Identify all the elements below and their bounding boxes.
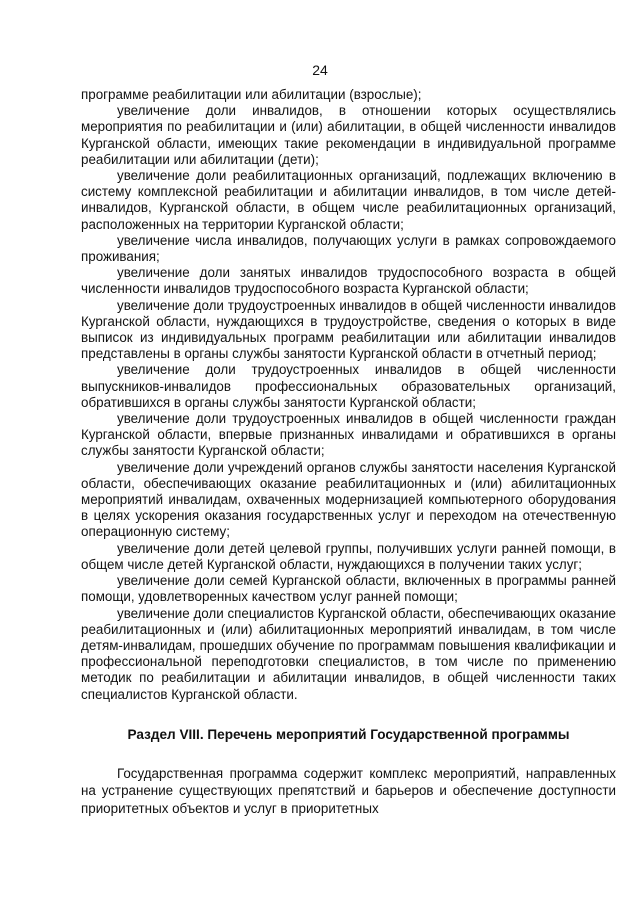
list-item: увеличение доли трудоустроенных инвалидов в общей численности граждан Курганской области, впервые признанных инвалидами и обратившихся в органы службы занятости Курганской области;: [81, 411, 616, 459]
section-heading: Раздел VIII. Перечень мероприятий Государственной программы: [127, 726, 570, 742]
list-item: увеличение доли трудоустроенных инвалидов в общей численности выпускников-инвалидов профессиональных образовательных организаций, обратившихся в органы службы занятости Курганской области;: [81, 362, 616, 410]
document-body: [81, 87, 616, 817]
list-item: увеличение доли трудоустроенных инвалидов в общей численности инвалидов Курганской области, нуждающихся в трудоустройстве, сведения о которых в виде выписок из индивидуальных программ реабилитации или абилитации инвалидов представлены в органы службы занятости Курганской области в отчетный период;: [81, 297, 616, 362]
list-item: увеличение доли семей Курганской области, включенных в программы ранней помощи, удовлетворенных качеством услуг ранней помощи;: [81, 573, 616, 605]
list-item: увеличение доли инвалидов, в отношении которых осуществлялись мероприятия по реабилитации и (или) абилитации, в общей численности инвалидов Курганской области, имеющих такие рекомендации в индивидуальной программе реабилитации или абилитации (дети);: [81, 103, 616, 167]
list-item: программе реабилитации или абилитации (взрослые);: [81, 87, 422, 102]
list-item: увеличение доли занятых инвалидов трудоспособного возраста в общей численности инвалидов трудоспособного возраста Курганской области;: [81, 265, 616, 297]
list-item: увеличение доли учреждений органов службы занятости населения Курганской области, обеспечивающих оказание реабилитационных и (или) абилитационных мероприятий инвалидам, охваченных модернизацией компьютерного оборудования в целях ускорения оказания государственных услуг и переходом на отечественную операционную систему;: [81, 459, 616, 540]
list-item: увеличение доли детей целевой группы, получивших услуги ранней помощи, в общем числе детей Курганской области, нуждающихся в получении таких услуг;: [81, 540, 616, 572]
list-item: увеличение доли специалистов Курганской области, обеспечивающих оказание реабилитационных и (или) абилитационных мероприятий инвалидам, в том числе детям-инвалидам, прошедших обучение по программам повышения квалификации и профессиональной переподготовки специалистов, в том числе по применению методик по реабилитации и абилитации инвалидов, в общей численности таких специалистов Курганской области.: [81, 605, 616, 702]
list-item: увеличение доли реабилитационных организаций, подлежащих включению в систему комплексной реабилитации и абилитации инвалидов, в том числе детей-инвалидов, Курганской области, в общем числе реабилитационных организаций, расположенных на территории Курганской области;: [81, 168, 616, 232]
list-item: увеличение числа инвалидов, получающих услуги в рамках сопровождаемого проживания;: [81, 232, 616, 265]
page-number: 24: [312, 62, 328, 78]
section-paragraph: Государственная программа содержит комплекс мероприятий, направленных на устранение существующих препятствий и барьеров и обеспечение доступности приоритетных объектов и услуг в приоритетных: [81, 765, 616, 816]
